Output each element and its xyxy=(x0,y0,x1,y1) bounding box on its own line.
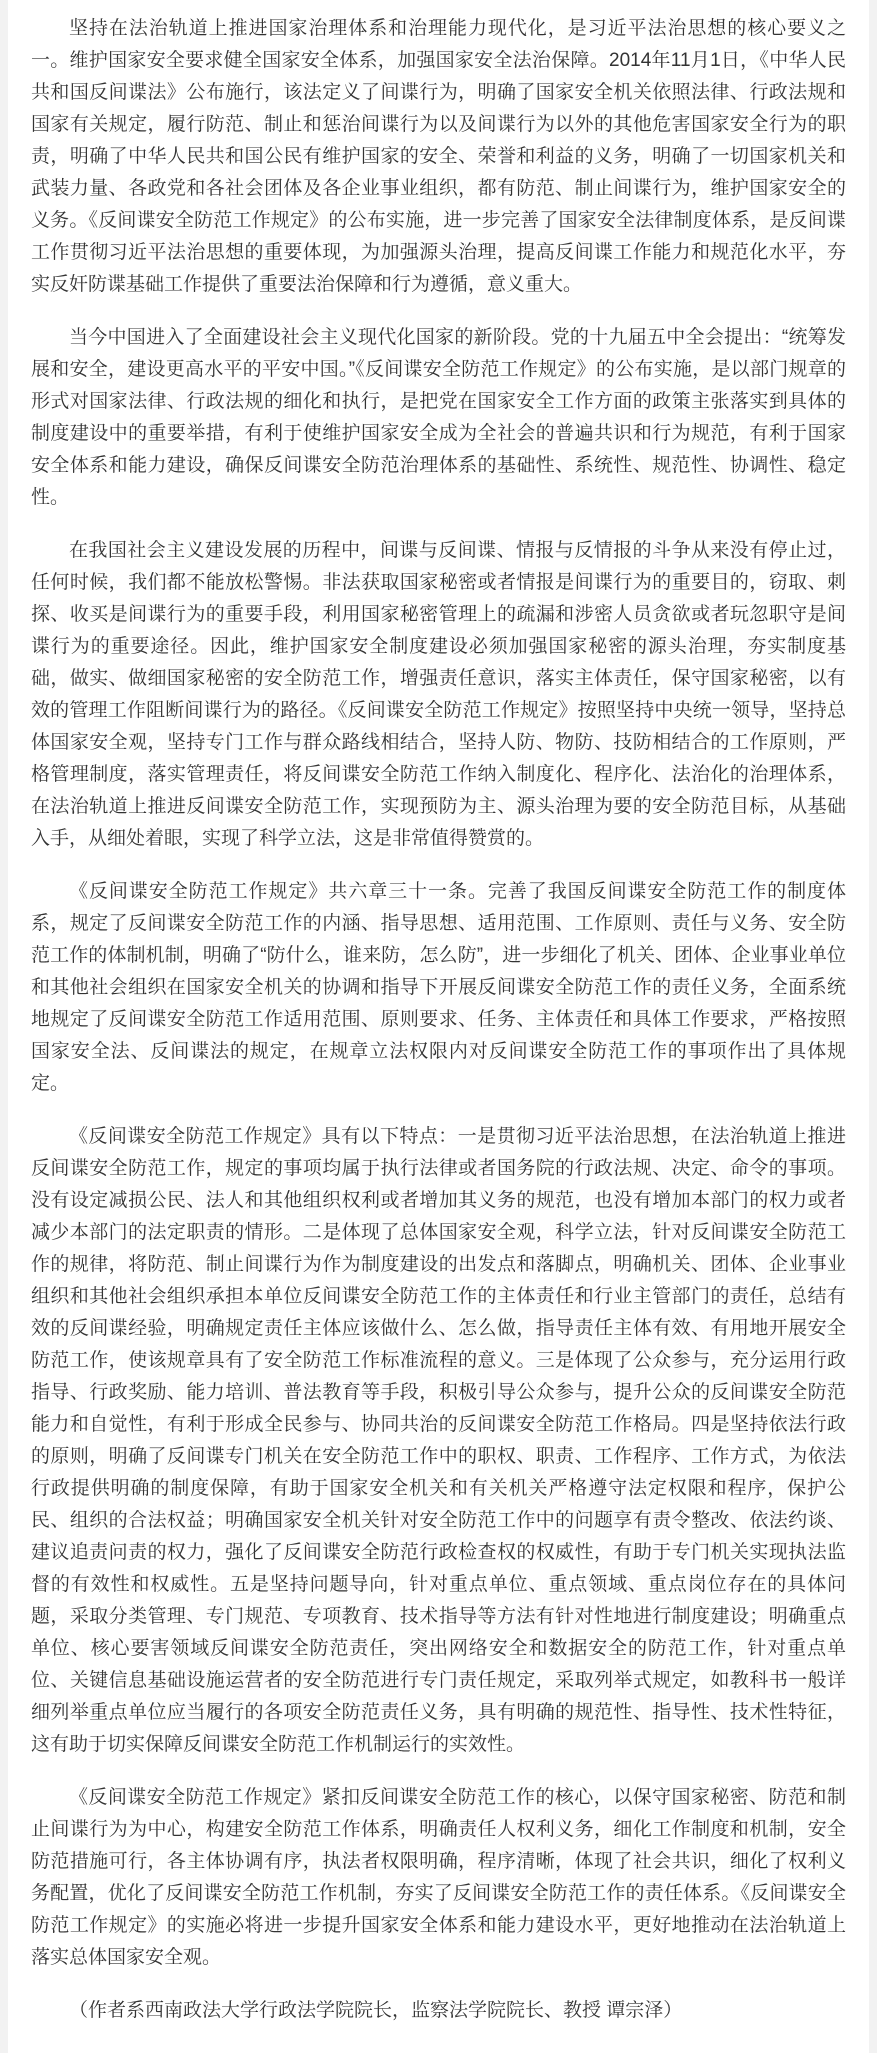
article-paragraph-five-features: 《反间谍安全防范工作规定》具有以下特点：一是贯彻习近平法治思想，在法治轨道上推进反间谍安全防范工作，规定的事项均属于执行法律或者国务院的行政法规、决定、命令的事项。没有设定减损公民、法人和其他组织权利或者增加其义务的规范，也没有增加本部门的权力或者减少本部门的法定职责的情形。二是体现了总体国家安全观，科学立法，针对反间谍安全防范工作的规律，将防范、制止间谍行为作为制度建设的出发点和落脚点，明确机关、团体、企业事业组织和其他社会组织承担本单位反间谍安全防范工作的主体责任和行业主管部门的责任，总结有效的反间谍经验，明确规定责任主体应该做什么、怎么做，指导责任主体有效、有用地开展安全防范工作，使该规章具有了安全防范工作标准流程的意义。三是体现了公众参与，充分运用行政指导、行政奖励、能力培训、普法教育等手段，积极引导公众参与，提升公众的反间谍安全防范能力和自觉性，有利于形成全民参与、协同共治的反间谍安全防范工作格局。四是坚持依法行政的原则，明确了反间谍专门机关在安全防范工作中的职权、职责、工作程序、工作方式，为依法行政提供明确的制度保障，有助于国家安全机关和有关机关严格遵守法定权限和程序，保护公民、组织的合法权益；明确国家安全机关针对安全防范工作中的问题享有责令整改、依法约谈、建议追责问责的权力，强化了反间谍安全防范行政检查权的权威性，有助于专门机关实现执法监督的有效性和权威性。五是坚持问题导向，针对重点单位、重点领域、重点岗位存在的具体问题，采取分类管理、专门规范、专项教育、技术指导等方法有针对性地进行制度建设；明确重点单位、核心要害领域反间谍安全防范责任，突出网络安全和数据安全的防范工作，针对重点单位、关键信息基础设施运营者的安全防范进行专门责任规定，采取列举式规定，如教科书一般详细列举重点单位应当履行的各项安全防范责任义务，具有明确的规范性、指导性、技术性特征，这有助于切实保障反间谍安全防范工作机制运行的实效性。 xyxy=(31,1126,846,1755)
article-page xyxy=(8,0,869,2053)
article-paragraph-intro: 坚持在法治轨道上推进国家治理体系和治理能力现代化，是习近平法治思想的核心要义之一。维护国家安全要求健全国家安全体系，加强国家安全法治保障。2014年11月1日，《中华人民共和国反间谍法》公布施行，该法定义了间谍行为，明确了国家安全机关依照法律、行政法规和国家有关规定，履行防范、制止和惩治间谍行为以及间谍行为以外的其他危害国家安全行为的职责，明确了中华人民共和国公民有维护国家的安全、荣誉和利益的义务，明确了一切国家机关和武装力量、各政党和各社会团体及各企业事业组织，都有防范、制止间谍行为，维护国家安全的义务。《反间谍安全防范工作规定》的公布实施，进一步完善了国家安全法律制度体系，是反间谍工作贯彻习近平法治思想的重要体现，为加强源头治理，提高反间谍工作能力和规范化水平，夯实反奸防谍基础工作提供了重要法治保障和行为遵循，意义重大。 xyxy=(31,18,846,295)
article-paragraph-new-stage: 当今中国进入了全面建设社会主义现代化国家的新阶段。党的十九届五中全会提出：“统筹发展和安全，建设更高水平的平安中国。”《反间谍安全防范工作规定》的公布实施，是以部门规章的形式对国家法律、行政法规的细化和执行，是把党在国家安全工作方面的政策主张落实到具体的制度建设中的重要举措，有利于使维护国家安全成为全社会的普遍共识和行为规范，有利于国家安全体系和能力建设，确保反间谍安全防范治理体系的基础性、系统性、规范性、协调性、稳定性。 xyxy=(31,327,846,508)
author-line: （作者系西南政法大学行政法学院院长，监察法学院院长、教授 谭宗泽） xyxy=(69,2000,683,2021)
article-paragraph-chapters-overview: 《反间谍安全防范工作规定》共六章三十一条。完善了我国反间谍安全防范工作的制度体系，规定了反间谍安全防范工作的内涵、指导思想、适用范围、工作原则、责任与义务、安全防范工作的体制机制，明确了“防什么，谁来防，怎么防”，进一步细化了机关、团体、企业事业单位和其他社会组织在国家安全机关的协调和指导下开展反间谍安全防范工作的责任义务，全面系统地规定了反间谍安全防范工作适用范围、原则要求、任务、主体责任和具体工作要求，严格按照国家安全法、反间谍法的规定，在规章立法权限内对反间谍安全防范工作的事项作出了具体规定。 xyxy=(31,881,846,1094)
article-paragraph-struggle-history: 在我国社会主义建设发展的历程中，间谍与反间谍、情报与反情报的斗争从来没有停止过，任何时候，我们都不能放松警惕。非法获取国家秘密或者情报是间谍行为的重要目的，窃取、刺探、收买是间谍行为的重要手段，利用国家秘密管理上的疏漏和涉密人员贪欲或者玩忽职守是间谍行为的重要途径。因此，维护国家安全制度建设必须加强国家秘密的源头治理，夯实制度基础，做实、做细国家秘密的安全防范工作，增强责任意识，落实主体责任，保守国家秘密，以有效的管理工作阻断间谍行为的路径。《反间谍安全防范工作规定》按照坚持中央统一领导，坚持总体国家安全观，坚持专门工作与群众路线相结合，坚持人防、物防、技防相结合的工作原则，严格管理制度，落实管理责任，将反间谍安全防范工作纳入制度化、程序化、法治化的治理体系，在法治轨道上推进反间谍安全防范工作，实现预防为主、源头治理为要的安全防范目标，从基础入手，从细处着眼，实现了科学立法，这是非常值得赞赏的。 xyxy=(31,540,846,849)
article-paragraph-conclusion: 《反间谍安全防范工作规定》紧扣反间谍安全防范工作的核心，以保守国家秘密、防范和制止间谍行为为中心，构建安全防范工作体系，明确责任人权利义务，细化工作制度和机制，安全防范措施可行，各主体协调有序，执法者权限明确，程序清晰，体现了社会共识，细化了权利义务配置，优化了反间谍安全防范工作机制，夯实了反间谍安全防范工作的责任体系。《反间谍安全防范工作规定》的实施必将进一步提升国家安全体系和能力建设水平，更好地推动在法治轨道上落实总体国家安全观。 xyxy=(31,1787,846,1968)
